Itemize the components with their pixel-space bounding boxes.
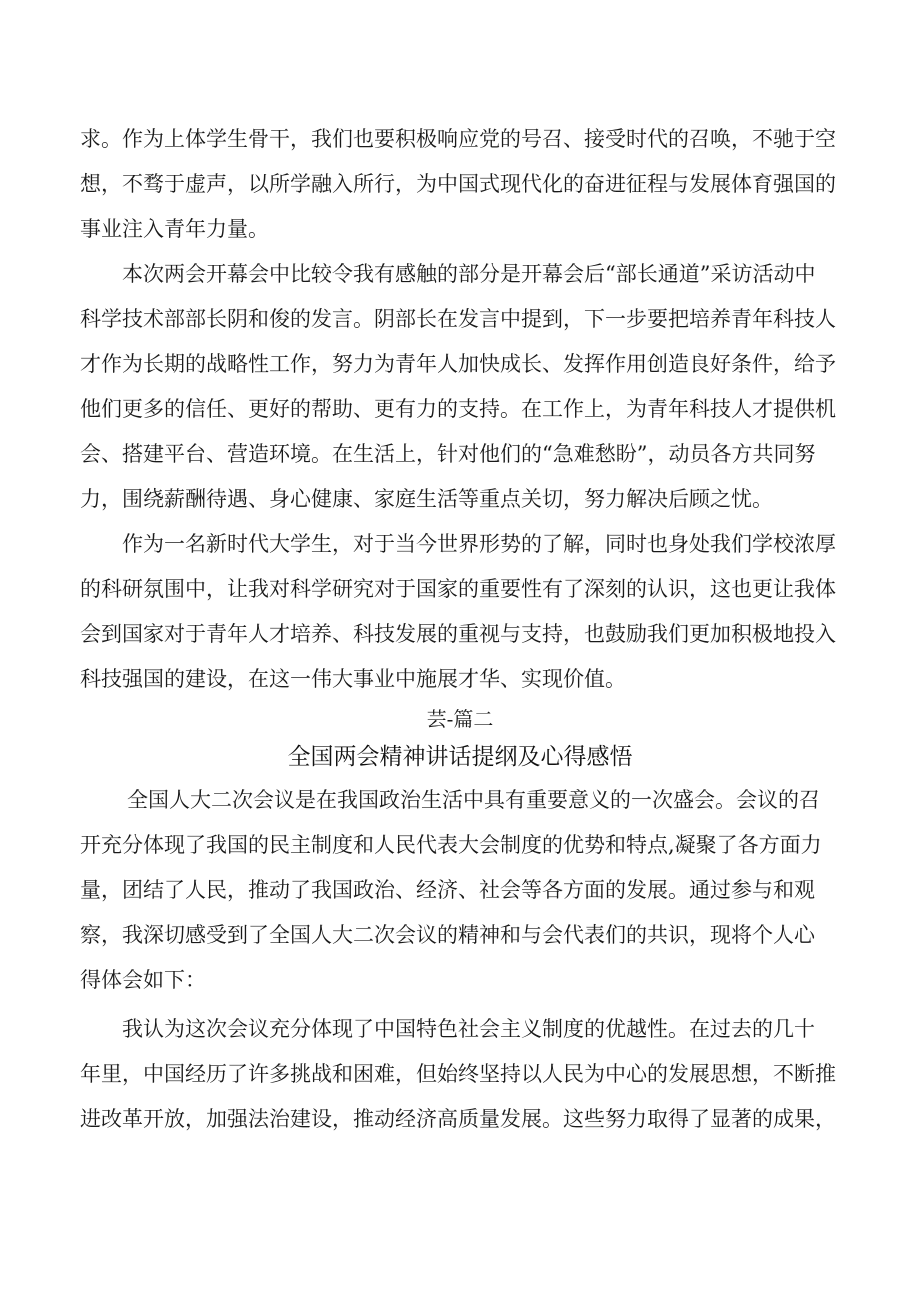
text-line: 会到国家对于青年人才培养、科技发展的重视与支持，也鼓励我们更加积极地投入 — [80, 622, 836, 646]
text-line: 才作为长期的战略性工作，努力为青年人加快成长、发挥作用创造良好条件，给予 — [80, 352, 836, 376]
text-line: 进改革开放，加强法治建设，推动经济高质量发展。这些努力取得了显著的成果， — [80, 1107, 836, 1131]
text-line: 我认为这次会议充分体现了中国特色社会主义制度的优越性。在过去的几十 — [122, 1017, 815, 1041]
text-line: 本次两会开幕会中比较令我有感触的部分是开幕会后“部长通道”采访活动中 — [122, 262, 816, 286]
text-line: 量，团结了人民，推动了我国政治、经济、社会等各方面的发展。通过参与和观 — [80, 878, 815, 902]
text-line: 力，围绕薪酬待遇、身心健康、家庭生活等重点关切，努力解决后顾之忧。 — [80, 487, 773, 511]
text-line: 科技强国的建设，在这一伟大事业中施展才华、实现价值。 — [80, 667, 626, 691]
text-line: 察，我深切感受到了全国人大二次会议的精神和与会代表们的共识，现将个人心 — [80, 923, 815, 947]
text-line: 想，不骛于虚声，以所学融入所行，为中国式现代化的奋进征程与发展体育强国的 — [80, 172, 836, 196]
page-title: 全国两会精神讲话提纲及心得感悟 — [287, 744, 633, 770]
text-line: 年里，中国经历了许多挑战和困难，但始终坚持以人民为中心的发展思想，不断推 — [80, 1062, 836, 1086]
text-line: 他们更多的信任、更好的帮助、更有力的支持。在工作上，为青年科技人才提供机 — [80, 397, 836, 421]
text-line: 全国人大二次会议是在我国政治生活中具有重要意义的一次盛会。会议的召 — [127, 788, 820, 812]
text-line: 科学技术部部长阴和俊的发言。阴部长在发言中提到，下一步要把培养青年科技人 — [80, 307, 836, 331]
text-line: 求。作为上体学生骨干，我们也要积极响应党的号召、接受时代的召唤，不驰于空 — [80, 127, 836, 151]
text-line: 的科研氛围中，让我对科学研究对于国家的重要性有了深刻的认识，这也更让我体 — [80, 577, 836, 601]
text-line: 开充分体现了我国的民主制度和人民代表大会制度的优势和特点,凝聚了各方面力 — [80, 833, 822, 857]
section-separator: 芸-篇二 — [426, 707, 494, 731]
text-line: 会、搭建平台、营造环境。在生活上，针对他们的“急难愁盼”，动员各方共同努 — [80, 442, 816, 466]
text-line: 事业注入青年力量。 — [80, 217, 269, 241]
text-line: 作为一名新时代大学生，对于当今世界形势的了解，同时也身处我们学校浓厚 — [122, 532, 836, 556]
text-line: 得体会如下： — [80, 968, 206, 992]
